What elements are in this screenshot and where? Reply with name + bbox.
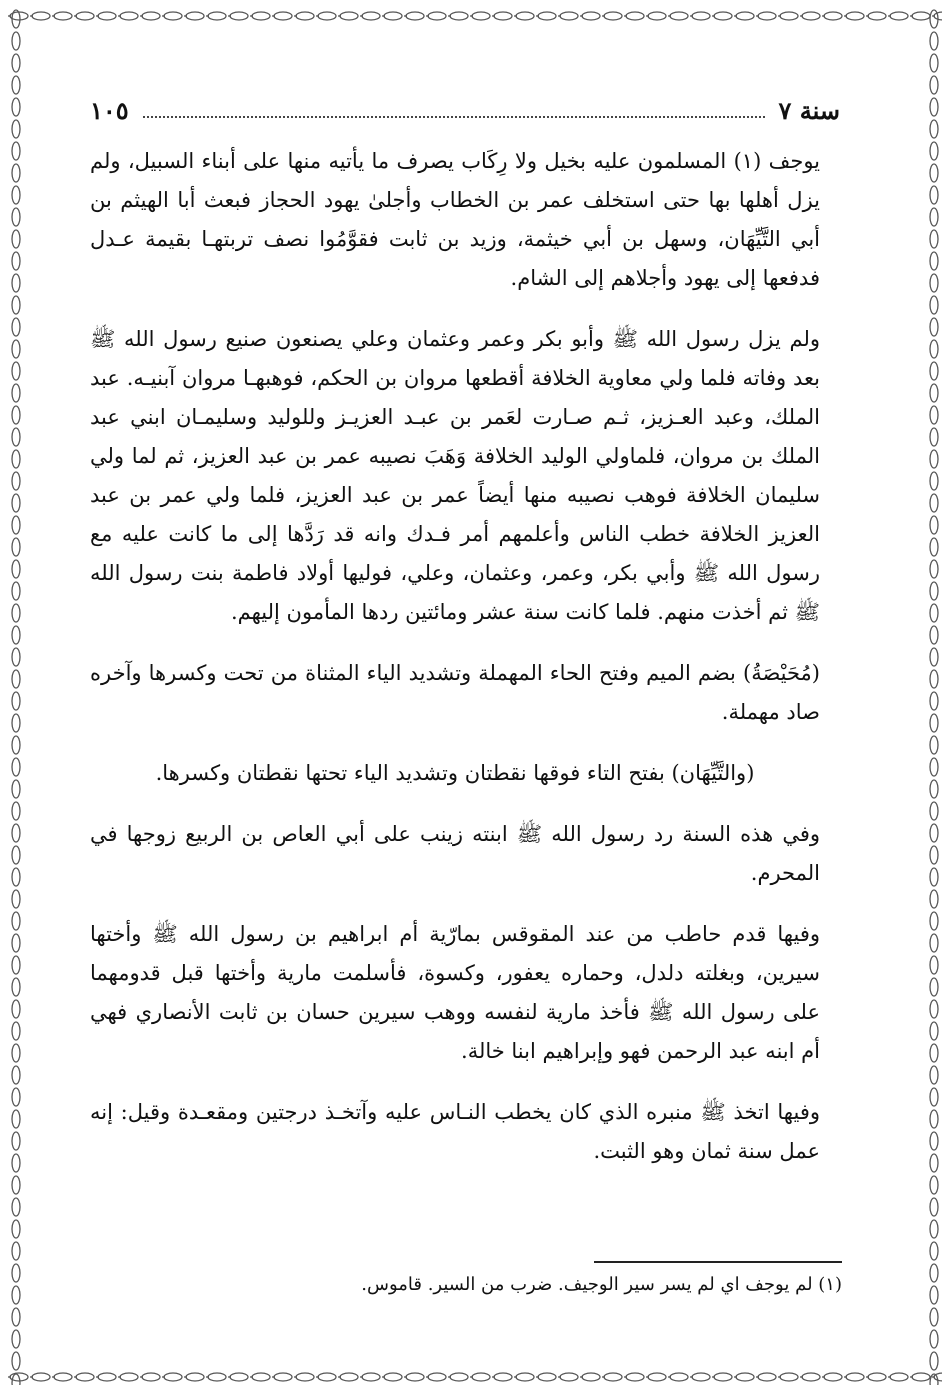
paragraph-zaynab: وفي هذه السنة رد رسول الله ﷺ ابنته زينب على أبي العاص بن الربيع زوجها في المحرم.	[90, 822, 820, 885]
paragraph-fadak-history: ولم يزل رسول الله ﷺ وأبو بكر وعمر وعثمان وعلي يصنعون صنيع رسول الله ﷺ بعد وفاته فلما ولي معاوية الخلافة أقطعها مروان بن الحكم، فوهبهـا مروان آبنيـه. عبد الملك، وعبد العـزيز، ثـم صـارت لعَمر بن عبـد العزيـز وللوليد وسليمـان ابني عبد الملك بن مروان، فلماولي الوليد الخلافة وَهَبَ نصيبه عمر بن عبد العزيز، ثم لما ولي سليمان الخلافة فوهب نصيبه منها أيضاً عمر بن عبد العزيز، فلما ولي عمر بن عبد العزيز الخلافة خطب الناس وأعلمهم أمر فـدك وانه قد رَدَّها إلى ما كانت عليه مع رسول الله ﷺ وأبي بكر، وعمر، وعثمان، وعلي، فوليها أولاد فاطمة بنت رسول الله ﷺ ثم أخذت منهم. فلما كانت سنة عشر ومائتين ردها المأمون إليهم.	[90, 327, 820, 624]
paragraph-note-tayyihan: (والتَّيِّهَان) بفتح التاء فوقها نقطتان وتشديد الياء تحتها نقطتان وكسرها.	[155, 761, 755, 785]
decorative-border-right	[926, 8, 942, 1385]
decorative-border-top	[8, 8, 942, 24]
page-header	[90, 92, 840, 128]
running-head: سنة ٧	[778, 95, 840, 125]
paragraph-fadak-continued: يوجف (١) المسلمون عليه بخيل ولا رِكَاب يصرف ما يأتيه منها على أبناء السبيل، ولم يزل أهلها بها حتى استخلف عمر بن الخطاب وأجلىٰ يهود الحجاز فبعث أبا الهيثم بن أبي التَّيِّهَان، وسهل بن أبي خيثمة، وزيد بن ثابت فقوَّمُوا نصف تربتهـا بقيمة عـدل فدفعها إلى يهود وأجلاهم إلى الشام.	[90, 149, 821, 290]
decorative-border-left	[8, 8, 24, 1385]
footnote-divider	[594, 1261, 842, 1263]
paragraph-minbar: وفيها اتخذ ﷺ منبره الذي كان يخطب النـاس عليه وآتخـذ درجتين ومقعـدة وقيل: إنه عمل سنة ثمان وهو الثبت.	[90, 1100, 820, 1163]
decorative-border-bottom	[8, 1369, 942, 1385]
paragraph-hatib-mariya: وفيها قدم حاطب من عند المقوقس بمارّية أم ابراهيم بن رسول الله ﷺ وأختها سيرين، وبغلته دلدل، وحماره يعفور، وكسوة، فأسلمت مارية وأختها قبل قدومهما على رسول الله ﷺ فأخذ مارية لنفسه ووهب سيرين حسان بن ثابت الأنصاري فهي أم ابنه عبد الرحمن فهو وإبراهيم ابنا خالة.	[90, 922, 820, 1063]
paragraph-note-muhaysa: (مُحَيْصَةُ) بضم الميم وفتح الحاء المهملة وتشديد الياء المثناة من تحت وكسرها وآخره صاد مهملة.	[90, 661, 820, 724]
footnote: (١) لم يوجف اي لم يسر سير الوجيف. ضرب من السير. قاموس.	[361, 1274, 842, 1295]
page-number: ١٠٥	[90, 95, 129, 125]
page-body	[90, 142, 820, 1193]
header-dotted-leader	[143, 102, 765, 118]
